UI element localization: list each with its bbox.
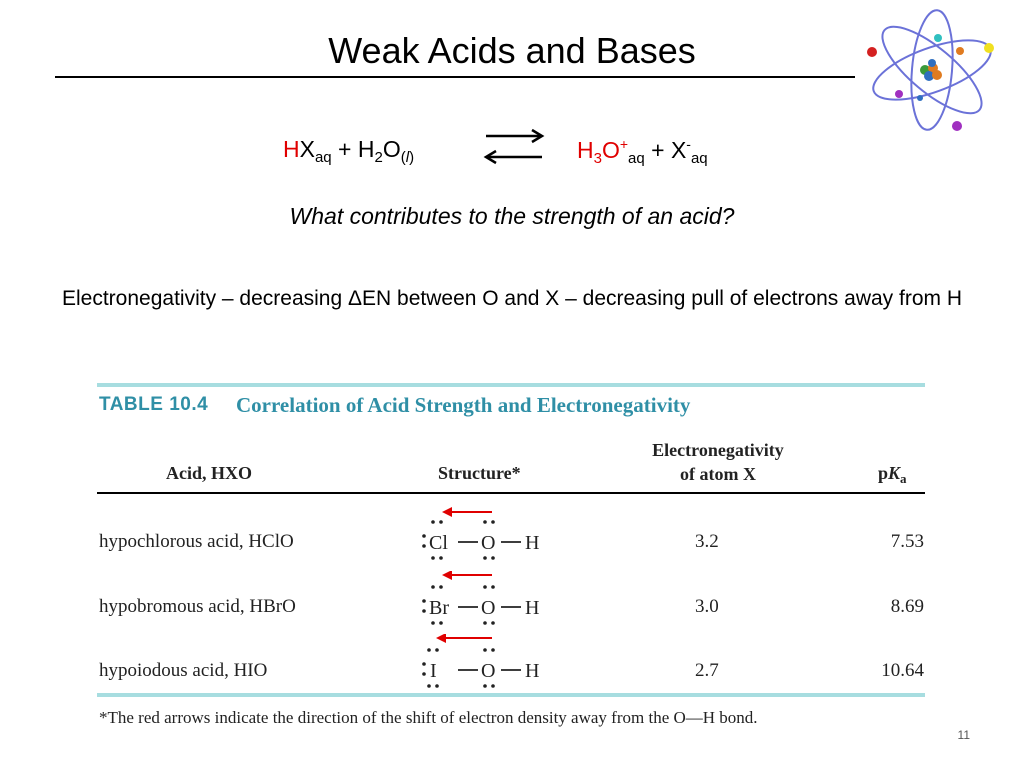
equation-l-open: ( [400,149,406,166]
title-underline [55,76,855,78]
equation-liquid-state [401,149,414,166]
header-en-line2: of atom X [680,464,756,484]
equation-aq-1: aq [628,150,645,167]
table-number: TABLE 10.4 [99,394,209,415]
header-pka-a: a [900,471,907,486]
header-electronegativity [610,438,826,486]
table-row-acid: hypobromous acid, HBrO [99,596,296,617]
structure-h-atom: H [525,532,540,554]
structure-h-atom: H [525,660,540,682]
header-structure: Structure* [438,463,521,483]
equation-x: X [299,136,315,162]
structure-o-atom: O [481,597,496,619]
table-footnote: *The red arrows indicate the direction of the shift of electron density away from the O—H bond. [99,708,758,727]
equation-aq: aq [314,149,332,166]
table-header-rule [97,492,925,494]
table-row-acid: hypoiodous acid, HIO [99,660,268,681]
table-row-pka: 10.64 [881,660,924,681]
equation-o: O [382,136,401,162]
structure-h-atom: H [525,597,540,619]
atom-logo-icon [862,8,1002,133]
table-row-pka: 7.53 [890,531,924,552]
table-row-acid: hypochlorous acid, HClO [99,531,294,552]
structure-o-atom: O [481,532,496,554]
table-caption: Correlation of Acid Strength and Electronegativity [236,393,691,417]
table-row-en: 3.0 [695,596,719,617]
equation-plus-h: + H [331,136,375,162]
table-row-pka: 8.69 [890,596,924,617]
equation-h3o-h: H [577,137,594,163]
structure-x-atom: I [430,660,437,682]
slide-title: Weak Acids and Bases [328,30,696,71]
equation-minus-charge: - [686,136,691,152]
equation-reactants [283,136,414,166]
structure-o-atom: O [481,660,496,682]
table-bottom-bar [97,693,925,697]
equilibrium-arrows-icon [482,124,546,168]
header-acid: Acid, HXO [166,463,253,483]
equation-plus-charge: + [619,136,629,152]
equation-h3o-o: O [601,137,620,163]
table-row-en: 3.2 [695,531,719,552]
equation-subscript-3: 3 [593,150,602,167]
equation-products [577,136,708,167]
electronegativity-statement: Electronegativity – decreasing ΔEN between O and X – decreasing pull of electrons away from H [62,287,962,310]
header-pka-k: K [888,463,901,483]
lewis-structure-hclo [412,506,572,574]
equation-aq-2: aq [690,150,708,167]
structure-x-atom: Cl [429,532,448,554]
header-pka [878,463,907,487]
structure-x-atom: Br [429,597,449,619]
equation-l-close: ) [409,149,415,166]
page-number: 11 [957,728,970,742]
question-text: What contributes to the strength of an acid? [289,203,735,229]
equation-subscript-2: 2 [374,149,383,166]
equation-h: H [283,136,300,162]
table-top-bar [97,383,925,387]
equation-plus-x: + X [644,137,687,163]
header-en-line1: Electronegativity [652,440,784,460]
lewis-structure-hbro [412,571,572,639]
header-pka-p: p [878,463,889,483]
table-row-en: 2.7 [695,660,719,681]
lewis-structure-hio [412,634,572,702]
equation-l: l [405,149,410,166]
